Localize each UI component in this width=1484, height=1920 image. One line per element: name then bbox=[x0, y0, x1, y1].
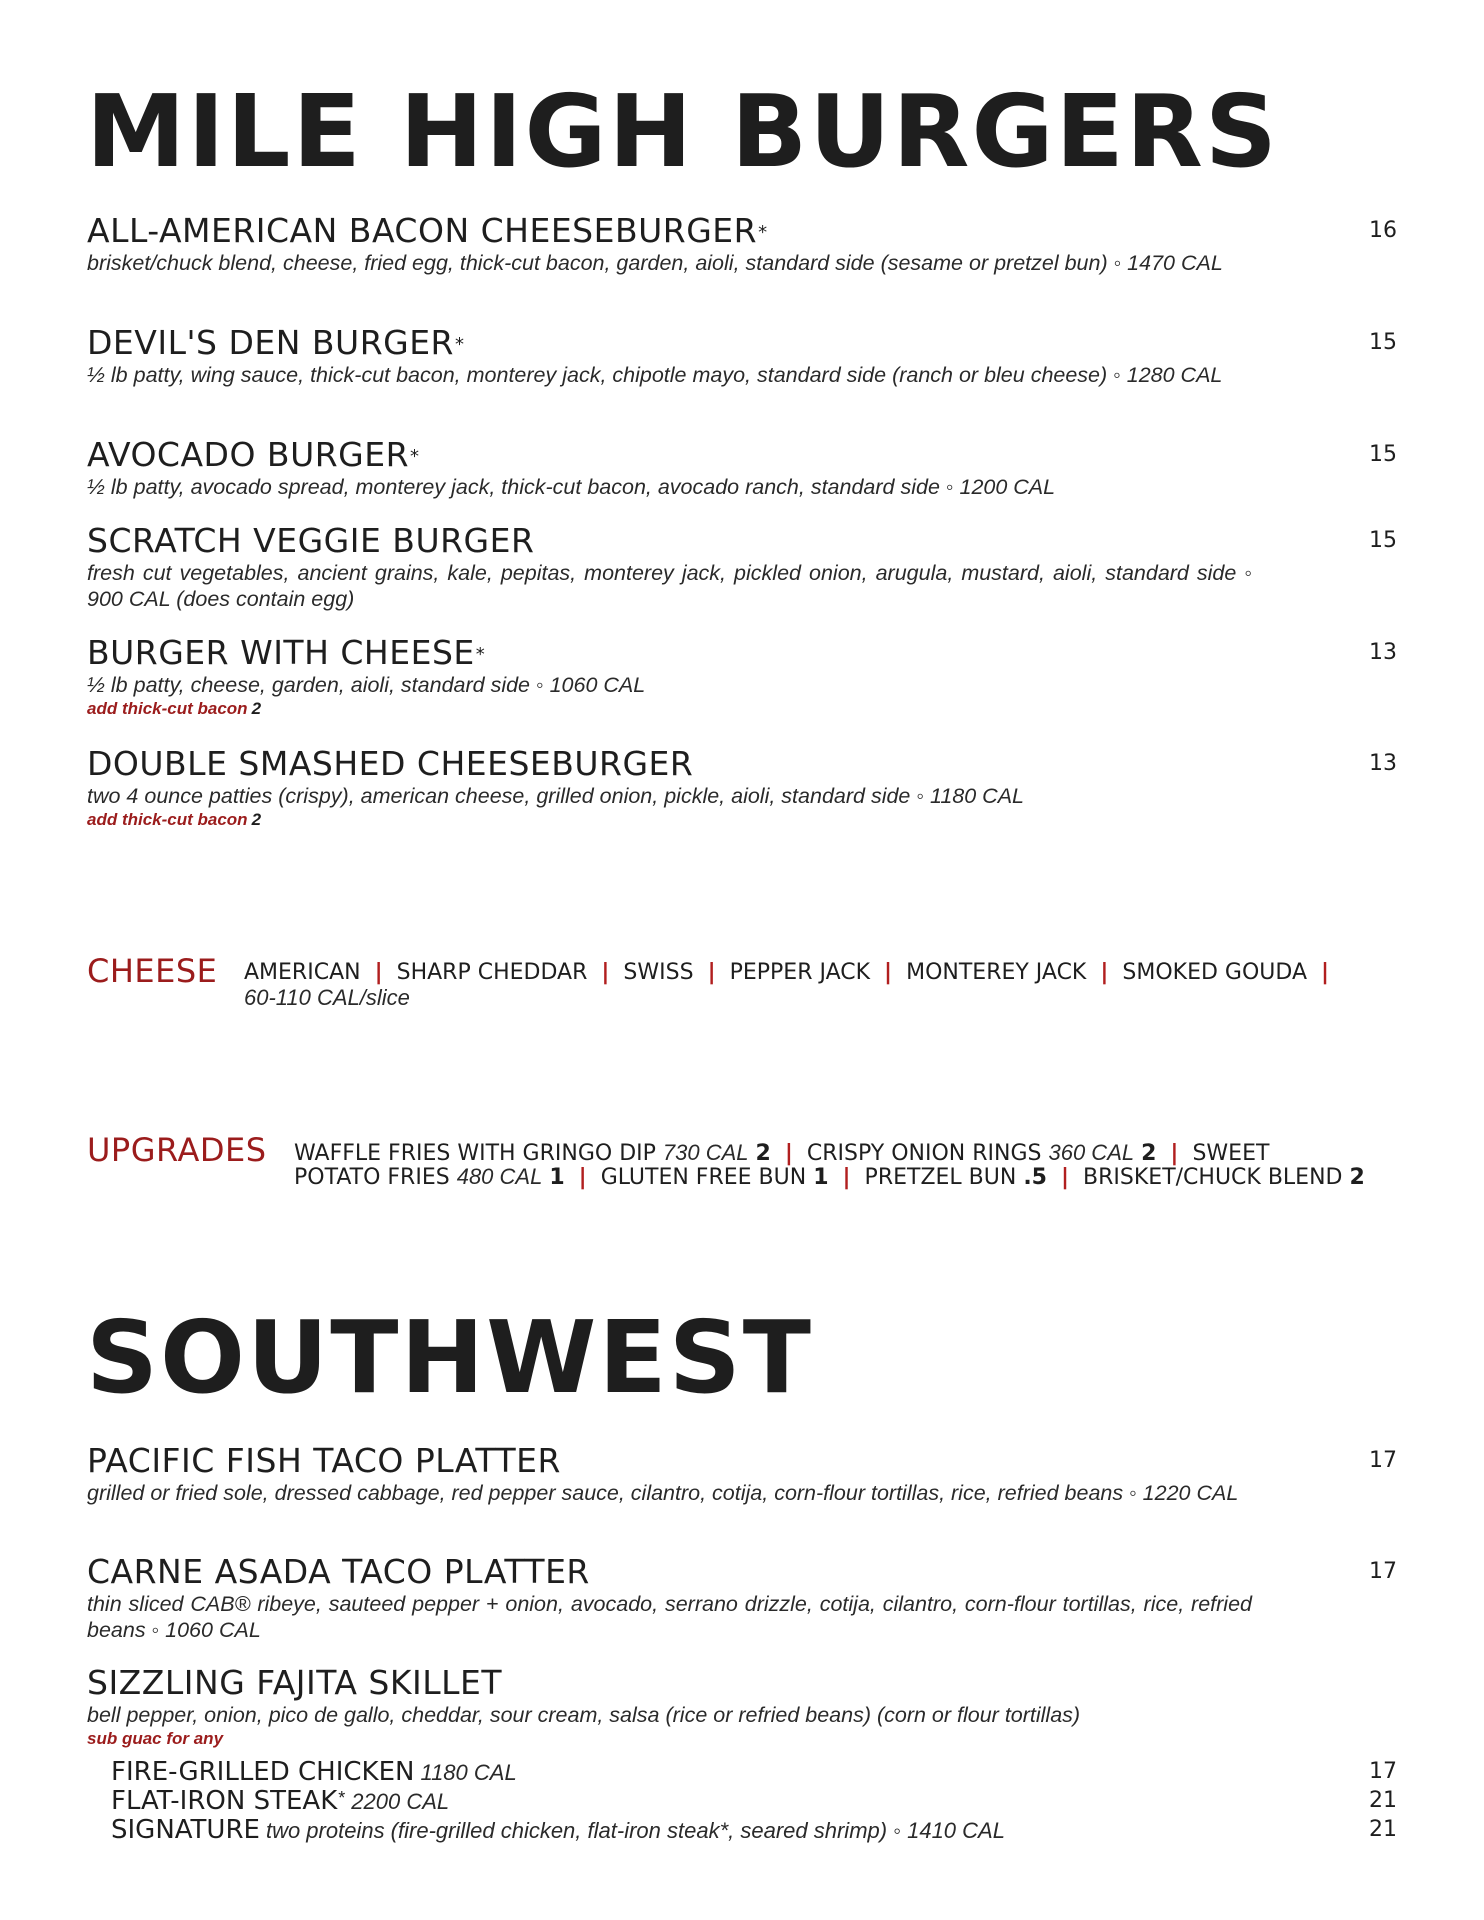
asterisk: * bbox=[758, 222, 768, 243]
option-price: 21 bbox=[1369, 1788, 1397, 1813]
item-price: 16 bbox=[1369, 218, 1397, 243]
item-name: BURGER WITH CHEESE bbox=[87, 633, 475, 672]
menu-item bbox=[87, 522, 1397, 612]
upgrade-calories: 360 CAL bbox=[1048, 1140, 1135, 1165]
fajita-option bbox=[111, 1815, 1397, 1845]
item-name: CARNE ASADA TACO PLATTER bbox=[87, 1552, 590, 1591]
upgrade-name: GLUTEN FREE BUN bbox=[600, 1165, 807, 1190]
cheese-label: CHEESE bbox=[87, 952, 218, 990]
option-name: FIRE-GRILLED CHICKEN bbox=[111, 1757, 415, 1787]
item-price: 17 bbox=[1369, 1559, 1397, 1584]
upgrade-options bbox=[87, 1131, 1397, 1201]
item-description: ½ lb patty, avocado spread, monterey jack, thick-cut bacon, avocado ranch, standard side ◦ 1200 CAL bbox=[87, 475, 1056, 499]
fajita-option bbox=[111, 1786, 1397, 1816]
item-description: brisket/chuck blend, cheese, fried egg, thick-cut bacon, garden, aioli, standard side (sesame or pretzel bun) ◦ 1470 CAL bbox=[87, 251, 1223, 275]
item-description: fresh cut vegetables, ancient grains, kale, pepitas, monterey jack, pickled onion, arugula, mustard, aioli, standard side ◦ 900 CAL (does contain egg) bbox=[87, 561, 1252, 611]
menu-item bbox=[87, 1664, 1397, 1750]
addon-price: 2 bbox=[251, 810, 262, 829]
upgrades-label: UPGRADES bbox=[87, 1131, 267, 1169]
addon-price: 2 bbox=[251, 699, 262, 718]
addon-note bbox=[87, 809, 1397, 831]
cheese-option: AMERICAN bbox=[244, 960, 361, 985]
item-name: PACIFIC FISH TACO PLATTER bbox=[87, 1441, 561, 1480]
option-price: 17 bbox=[1369, 1759, 1397, 1784]
menu-item bbox=[87, 436, 1397, 500]
asterisk: * bbox=[475, 644, 486, 665]
cheese-option: MONTEREY JACK bbox=[906, 960, 1087, 985]
option-calories: 1180 CAL bbox=[420, 1760, 517, 1785]
upgrade-name: BRISKET/CHUCK BLEND bbox=[1083, 1165, 1343, 1190]
item-price: 15 bbox=[1369, 528, 1397, 553]
menu-item bbox=[87, 1442, 1397, 1506]
menu-item bbox=[87, 212, 1397, 276]
menu-item bbox=[87, 324, 1397, 388]
item-price: 15 bbox=[1369, 442, 1397, 467]
addon-note bbox=[87, 698, 1397, 720]
cheese-option: SHARP CHEDDAR bbox=[396, 960, 588, 985]
cheese-option: SMOKED GOUDA bbox=[1122, 960, 1307, 985]
upgrade-price: 1 bbox=[549, 1165, 565, 1190]
upgrade-name-part: POTATO FRIES bbox=[294, 1165, 450, 1190]
menu-item bbox=[87, 745, 1397, 831]
item-name: SIZZLING FAJITA SKILLET bbox=[87, 1663, 503, 1702]
item-description: ½ lb patty, cheese, garden, aioli, standard side ◦ 1060 CAL bbox=[87, 673, 646, 697]
item-price: 13 bbox=[1369, 751, 1397, 776]
item-name: DOUBLE SMASHED CHEESEBURGER bbox=[87, 744, 694, 783]
item-description: thin sliced CAB® ribeye, sauteed pepper + onion, avocado, serrano drizzle, cotija, cilantro, corn-flour tortillas, rice, refried beans ◦ 1060 CAL bbox=[87, 1592, 1252, 1642]
upgrade-price: .5 bbox=[1023, 1165, 1047, 1190]
item-name: ALL-AMERICAN BACON CHEESEBURGER bbox=[87, 211, 758, 250]
addon-label: add thick-cut bacon bbox=[87, 699, 248, 718]
upgrade-price: 1 bbox=[813, 1165, 829, 1190]
item-price: 15 bbox=[1369, 330, 1397, 355]
asterisk: * bbox=[454, 334, 465, 355]
section-title-southwest: SOUTHWEST bbox=[86, 1299, 813, 1416]
asterisk: * bbox=[338, 1788, 346, 1808]
upgrade-calories: 730 CAL bbox=[662, 1140, 749, 1165]
option-name: FLAT-IRON STEAK bbox=[111, 1786, 338, 1816]
item-description: ½ lb patty, wing sauce, thick-cut bacon, monterey jack, chipotle mayo, standard side (ranch or bleu cheese) ◦ 1280 CAL bbox=[87, 363, 1223, 387]
cheese-list: AMERICAN | SHARP CHEDDAR | SWISS | PEPPER JACK | MONTEREY JACK | SMOKED GOUDA | bbox=[244, 960, 1330, 985]
option-price: 21 bbox=[1369, 1817, 1397, 1842]
item-name: AVOCADO BURGER bbox=[87, 435, 409, 474]
item-description: two 4 ounce patties (crispy), american cheese, grilled onion, pickle, aioli, standard side ◦ 1180 CAL bbox=[87, 784, 1024, 808]
menu-item bbox=[87, 634, 1397, 720]
upgrade-name: PRETZEL BUN bbox=[864, 1165, 1017, 1190]
upgrade-price: 2 bbox=[1349, 1165, 1365, 1190]
asterisk: * bbox=[410, 446, 420, 467]
addon-note: sub guac for any bbox=[87, 1729, 224, 1748]
upgrade-price: 2 bbox=[1141, 1141, 1157, 1166]
upgrades-line-1: WAFFLE FRIES WITH GRINGO DIP 730 CAL 2 | CRISPY ONION RINGS 360 CAL 2 | SWEET bbox=[294, 1140, 1270, 1166]
option-calories: two proteins (fire-grilled chicken, flat-iron steak*, seared shrimp) ◦ 1410 CAL bbox=[265, 1818, 1005, 1843]
cheese-option: SWISS bbox=[623, 960, 694, 985]
item-price: 13 bbox=[1369, 640, 1397, 665]
upgrade-price: 2 bbox=[755, 1141, 771, 1166]
option-name: SIGNATURE bbox=[111, 1815, 260, 1845]
addon-label: add thick-cut bacon bbox=[87, 810, 248, 829]
upgrade-name-part: SWEET bbox=[1192, 1141, 1270, 1166]
item-name: SCRATCH VEGGIE BURGER bbox=[87, 521, 535, 560]
menu-item bbox=[87, 1553, 1397, 1643]
item-description: grilled or fried sole, dressed cabbage, red pepper sauce, cilantro, cotija, corn-flour tortillas, rice, refried beans ◦ 1220 CAL bbox=[87, 1481, 1239, 1505]
cheese-calories: 60-110 CAL/slice bbox=[244, 985, 410, 1010]
item-name: DEVIL'S DEN BURGER bbox=[87, 323, 454, 362]
cheese-options bbox=[87, 952, 1397, 1012]
upgrades-line-2: POTATO FRIES 480 CAL 1 | GLUTEN FREE BUN 1 | PRETZEL BUN .5 | BRISKET/CHUCK BLEND 2 bbox=[294, 1164, 1365, 1190]
upgrade-name: WAFFLE FRIES WITH GRINGO DIP bbox=[294, 1141, 656, 1166]
item-price: 17 bbox=[1369, 1448, 1397, 1473]
option-calories: 2200 CAL bbox=[351, 1789, 450, 1814]
cheese-option: PEPPER JACK bbox=[729, 960, 871, 985]
upgrade-name: CRISPY ONION RINGS bbox=[806, 1141, 1042, 1166]
upgrade-calories: 480 CAL bbox=[456, 1164, 543, 1189]
item-description: bell pepper, onion, pico de gallo, cheddar, sour cream, salsa (rice or refried beans) (corn or flour tortillas) bbox=[87, 1703, 1081, 1727]
section-title-burgers: MILE HIGH BURGERS bbox=[86, 73, 1279, 190]
fajita-option bbox=[111, 1757, 1397, 1787]
